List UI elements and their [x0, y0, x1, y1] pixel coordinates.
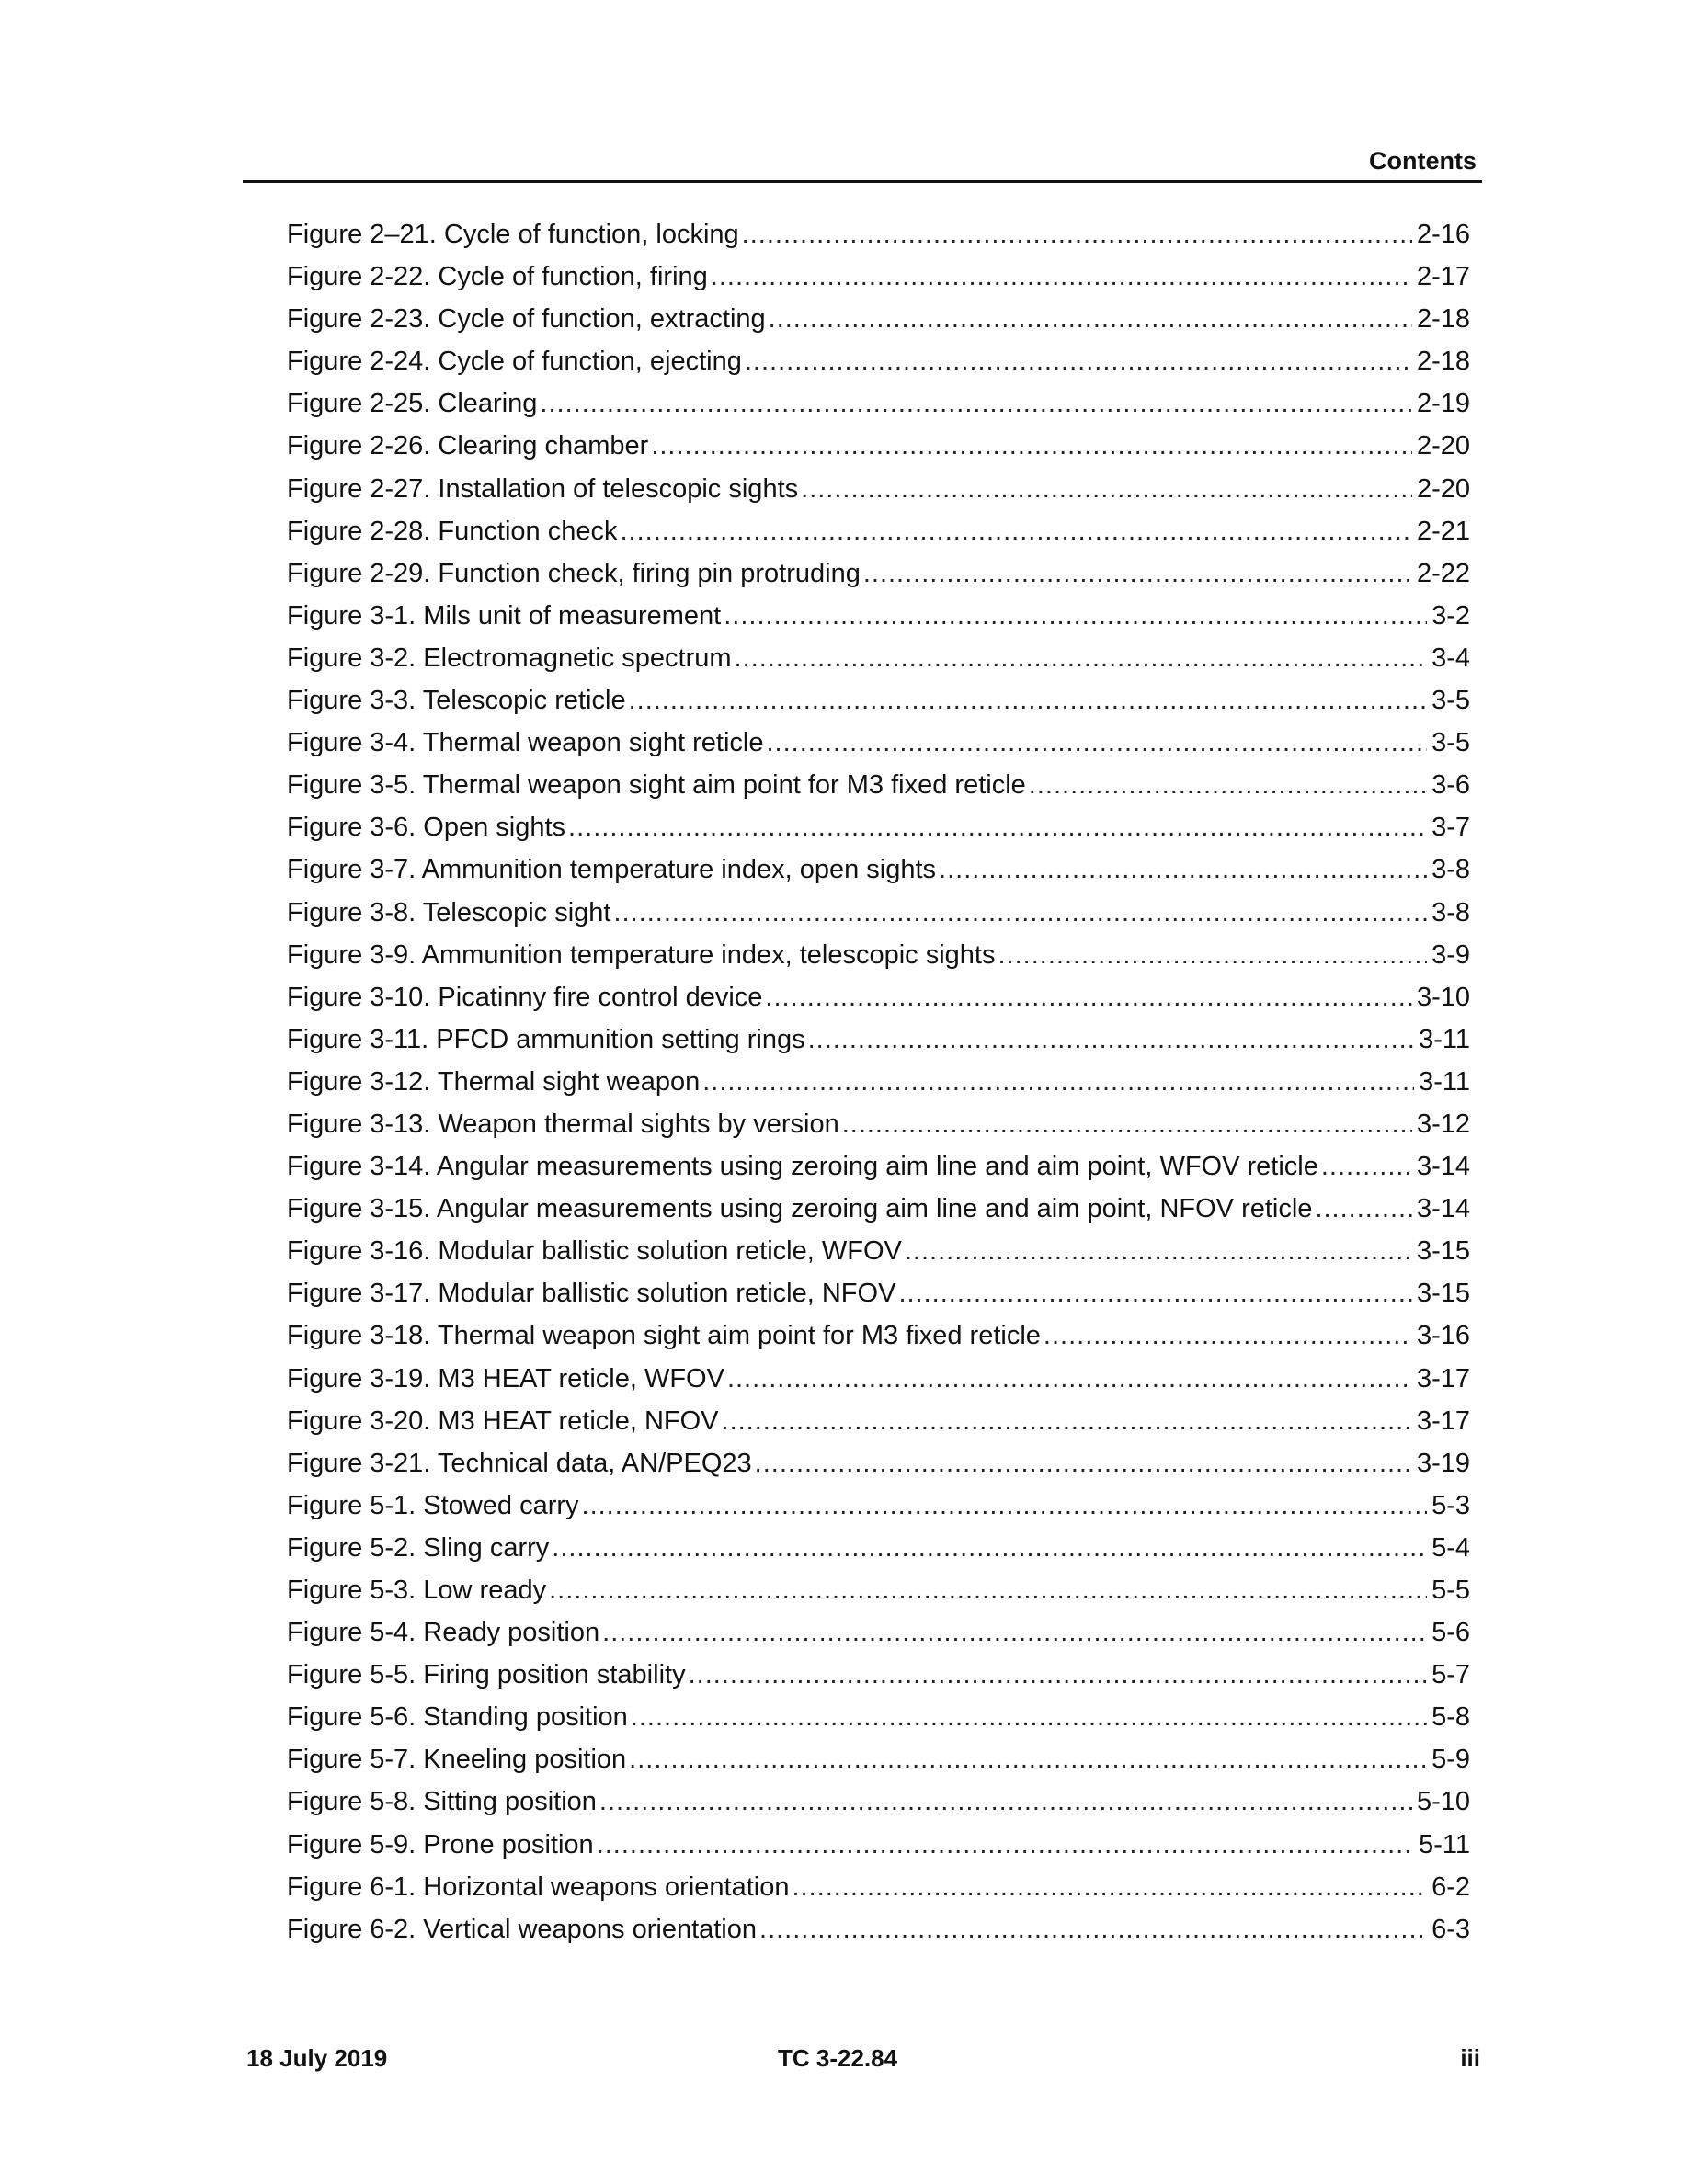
toc-entry-page[interactable]: 3-14 [1416, 1152, 1470, 1182]
toc-dot-leader [629, 679, 1428, 722]
toc-entry[interactable] [287, 1611, 1470, 1654]
toc-entry-page[interactable]: 5-6 [1431, 1618, 1470, 1648]
toc-entry-page[interactable]: 5-7 [1431, 1660, 1470, 1690]
toc-entry-title[interactable]: Figure 6-2. Vertical weapons orientation [287, 1914, 758, 1944]
toc-entry-page[interactable]: 3-16 [1416, 1321, 1470, 1351]
toc-dot-leader [998, 934, 1427, 976]
toc-entry-page[interactable]: 2-22 [1416, 558, 1470, 588]
toc-dot-leader [597, 1824, 1414, 1866]
toc-entry[interactable] [287, 806, 1470, 848]
toc-entry-title[interactable]: Figure 2-27. Installation of telescopic sights [287, 473, 799, 504]
toc-entry-page[interactable]: 5-11 [1419, 1829, 1470, 1860]
toc-dot-leader [1321, 1145, 1412, 1188]
footer-document-id: TC 3-22.84 [778, 2044, 898, 2072]
toc-entry-title[interactable]: Figure 3-14. Angular measurements using zeroing aim line and aim point, WFOV reticle [287, 1152, 1318, 1182]
toc-entry-title[interactable]: Figure 2-28. Function check [287, 516, 618, 546]
toc-entry-title[interactable]: Figure 3-11. PFCD ammunition setting rings [287, 1024, 805, 1054]
toc-entry-title[interactable]: Figure 3-8. Telescopic sight [287, 897, 611, 927]
toc-dot-leader [863, 552, 1412, 595]
toc-entry[interactable] [287, 764, 1470, 806]
toc-entry[interactable] [287, 892, 1470, 934]
toc-entry-page[interactable]: 2-20 [1416, 473, 1470, 504]
toc-dot-leader [842, 1103, 1412, 1145]
toc-entry-page[interactable]: 2-17 [1416, 262, 1470, 292]
toc-entry-title[interactable]: Figure 3-5. Thermal weapon sight aim point for M3 fixed reticle [287, 770, 1026, 801]
page-header [243, 143, 1482, 183]
toc-entry-page[interactable]: 5-3 [1431, 1490, 1470, 1520]
toc-entry[interactable] [287, 976, 1470, 1018]
toc-entry[interactable] [287, 1272, 1470, 1314]
toc-dot-leader [742, 213, 1412, 256]
toc-entry-title[interactable]: Figure 3-15. Angular measurements using zeroing aim line and aim point, NFOV reticle [287, 1194, 1313, 1224]
toc-entry[interactable] [287, 298, 1470, 340]
toc-dot-leader [549, 1569, 1427, 1611]
toc-entry-title[interactable]: Figure 5-3. Low ready [287, 1575, 547, 1605]
toc-entry-page[interactable]: 3-11 [1419, 1066, 1470, 1097]
toc-entry-title[interactable]: Figure 3-19. M3 HEAT reticle, WFOV [287, 1363, 724, 1393]
toc-entry-page[interactable]: 2-18 [1416, 347, 1470, 377]
toc-entry[interactable] [287, 1400, 1470, 1442]
toc-entry-page[interactable]: 3-8 [1431, 897, 1470, 927]
toc-entry-title[interactable]: Figure 2-22. Cycle of function, firing [287, 262, 708, 292]
toc-dot-leader [755, 1442, 1412, 1484]
toc-dot-leader [689, 1654, 1428, 1696]
toc-entry-title[interactable]: Figure 5-5. Firing position stability [287, 1660, 686, 1690]
toc-entry-page[interactable]: 2-20 [1416, 431, 1470, 461]
toc-dot-leader [939, 848, 1427, 891]
toc-entry[interactable] [287, 1061, 1470, 1103]
toc-dot-leader [552, 1527, 1427, 1569]
toc-entry[interactable] [287, 1569, 1470, 1611]
toc-entry-page[interactable]: 3-14 [1416, 1194, 1470, 1224]
toc-entry[interactable] [287, 425, 1470, 467]
toc-entry-page[interactable]: 3-15 [1416, 1236, 1470, 1267]
toc-entry-title[interactable]: Figure 5-4. Ready position [287, 1618, 600, 1648]
table-of-figures [287, 213, 1470, 1951]
toc-entry-page[interactable]: 2-18 [1416, 304, 1470, 335]
toc-entry[interactable] [287, 1442, 1470, 1484]
toc-entry-title[interactable]: Figure 3-6. Open sights [287, 813, 566, 843]
toc-entry-title[interactable]: Figure 3-9. Ammunition temperature index, telescopic sights [287, 939, 996, 970]
toc-entry-title[interactable]: Figure 5-1. Stowed carry [287, 1490, 579, 1520]
toc-entry-title[interactable]: Figure 5-2. Sling carry [287, 1532, 550, 1563]
toc-dot-leader [735, 637, 1428, 679]
toc-dot-leader [602, 1611, 1427, 1654]
toc-entry[interactable] [287, 256, 1470, 298]
toc-entry-title[interactable]: Figure 3-13. Weapon thermal sights by version [287, 1109, 839, 1139]
toc-entry-page[interactable]: 5-9 [1431, 1745, 1470, 1775]
toc-entry[interactable] [287, 595, 1470, 637]
toc-entry-title[interactable]: Figure 2-29. Function check, firing pin protruding [287, 558, 861, 588]
toc-entry-page[interactable]: 6-3 [1431, 1914, 1470, 1944]
toc-entry-title[interactable]: Figure 3-2. Electromagnetic spectrum [287, 643, 732, 673]
toc-dot-leader [792, 1866, 1427, 1908]
toc-entry-page[interactable]: 3-17 [1416, 1363, 1470, 1393]
page-header-title: Contents [1369, 147, 1477, 175]
toc-entry[interactable] [287, 1824, 1470, 1866]
toc-dot-leader [722, 1400, 1412, 1442]
footer-date: 18 July 2019 [246, 2044, 388, 2072]
toc-entry[interactable] [287, 1866, 1470, 1908]
toc-entry[interactable] [287, 1527, 1470, 1569]
toc-entry-page[interactable]: 2-19 [1416, 389, 1470, 419]
toc-entry[interactable] [287, 722, 1470, 764]
toc-entry[interactable] [287, 1103, 1470, 1145]
toc-entry[interactable] [287, 510, 1470, 552]
toc-entry[interactable] [287, 1358, 1470, 1400]
toc-entry-page[interactable]: 3-12 [1416, 1109, 1470, 1139]
toc-entry-title[interactable]: Figure 3-16. Modular ballistic solution reticle, WFOV [287, 1236, 902, 1267]
toc-entry-title[interactable]: Figure 5-7. Kneeling position [287, 1745, 627, 1775]
toc-entry-title[interactable]: Figure 3-4. Thermal weapon sight reticle [287, 728, 764, 758]
toc-entry-page[interactable]: 3-5 [1431, 686, 1470, 716]
toc-entry-page[interactable]: 3-9 [1431, 939, 1470, 970]
toc-entry-title[interactable]: Figure 3-20. M3 HEAT reticle, NFOV [287, 1405, 719, 1436]
toc-entry[interactable] [287, 1738, 1470, 1780]
toc-entry-page[interactable]: 3-6 [1431, 770, 1470, 801]
toc-dot-leader [620, 510, 1411, 552]
footer-page-number: iii [1460, 2044, 1480, 2072]
toc-entry[interactable] [287, 340, 1470, 382]
toc-entry[interactable] [287, 213, 1470, 256]
toc-entry[interactable] [287, 382, 1470, 425]
toc-entry[interactable] [287, 1654, 1470, 1696]
toc-entry-page[interactable]: 2-21 [1416, 516, 1470, 546]
toc-entry-title[interactable]: Figure 6-1. Horizontal weapons orientation [287, 1871, 790, 1902]
toc-dot-leader [582, 1484, 1428, 1527]
toc-entry[interactable] [287, 468, 1470, 510]
toc-entry[interactable] [287, 637, 1470, 679]
toc-dot-leader [808, 1018, 1415, 1061]
toc-dot-leader [724, 595, 1427, 637]
toc-dot-leader [1044, 1314, 1412, 1357]
toc-entry-page[interactable]: 5-10 [1416, 1787, 1470, 1817]
toc-entry-page[interactable]: 2-16 [1416, 220, 1470, 249]
toc-entry-title[interactable]: Figure 3-21. Technical data, AN/PEQ23 [287, 1448, 752, 1478]
toc-dot-leader [631, 1696, 1427, 1738]
toc-entry[interactable] [287, 679, 1470, 722]
toc-dot-leader [613, 892, 1427, 934]
toc-dot-leader [1315, 1188, 1412, 1230]
toc-dot-leader [568, 806, 1427, 848]
toc-dot-leader [702, 1061, 1414, 1103]
toc-entry-title[interactable]: Figure 3-3. Telescopic reticle [287, 686, 626, 716]
toc-entry-page[interactable]: 3-15 [1416, 1279, 1470, 1309]
toc-entry-title[interactable]: Figure 5-8. Sitting position [287, 1787, 597, 1817]
toc-entry-title[interactable]: Figure 3-12. Thermal sight weapon [287, 1066, 701, 1097]
toc-entry-title[interactable]: Figure 3-7. Ammunition temperature index, open sights [287, 855, 937, 885]
toc-entry-page[interactable]: 3-19 [1416, 1448, 1470, 1478]
toc-entry-page[interactable]: 5-8 [1431, 1702, 1470, 1733]
toc-dot-leader [765, 976, 1412, 1018]
toc-dot-leader [629, 1738, 1427, 1780]
toc-dot-leader [711, 256, 1412, 298]
toc-entry[interactable] [287, 1188, 1470, 1230]
toc-entry-page[interactable]: 3-2 [1431, 600, 1470, 631]
toc-dot-leader [651, 425, 1412, 467]
toc-dot-leader [727, 1358, 1412, 1400]
toc-entry[interactable] [287, 848, 1470, 891]
toc-entry-title[interactable]: Figure 3-1. Mils unit of measurement [287, 600, 722, 631]
toc-entry-page[interactable]: 3-17 [1416, 1405, 1470, 1436]
toc-entry-title[interactable]: Figure 2-26. Clearing chamber [287, 431, 649, 461]
toc-entry[interactable] [287, 552, 1470, 595]
toc-entry-page[interactable]: 3-8 [1431, 855, 1470, 885]
toc-entry-page[interactable]: 5-4 [1431, 1532, 1470, 1563]
toc-entry[interactable] [287, 1908, 1470, 1951]
toc-entry-page[interactable]: 3-10 [1416, 982, 1470, 1012]
toc-entry-title[interactable]: Figure 2-25. Clearing [287, 389, 538, 419]
toc-dot-leader [767, 722, 1428, 764]
toc-entry[interactable] [287, 1145, 1470, 1188]
toc-entry-title[interactable]: Figure 5-9. Prone position [287, 1829, 594, 1860]
toc-entry-page[interactable]: 3-4 [1431, 643, 1470, 673]
toc-entry-title[interactable]: Figure 3-10. Picatinny fire control device [287, 982, 763, 1012]
toc-dot-leader [759, 1908, 1427, 1951]
toc-entry[interactable] [287, 1484, 1470, 1527]
toc-entry-title[interactable]: Figure 2-24. Cycle of function, ejecting [287, 347, 742, 377]
toc-entry-title[interactable]: Figure 2–21. Cycle of function, locking [287, 220, 739, 249]
toc-entry[interactable] [287, 1018, 1470, 1061]
toc-dot-leader [540, 382, 1412, 425]
toc-entry-page[interactable]: 3-7 [1431, 813, 1470, 843]
toc-entry-page[interactable]: 3-5 [1431, 728, 1470, 758]
toc-entry[interactable] [287, 1314, 1470, 1357]
toc-entry-title[interactable]: Figure 3-17. Modular ballistic solution reticle, NFOV [287, 1279, 896, 1309]
toc-dot-leader [599, 1780, 1412, 1823]
toc-dot-leader [905, 1230, 1412, 1272]
toc-entry-page[interactable]: 3-11 [1419, 1024, 1470, 1054]
toc-entry[interactable] [287, 934, 1470, 976]
toc-entry-title[interactable]: Figure 5-6. Standing position [287, 1702, 628, 1733]
toc-entry[interactable] [287, 1780, 1470, 1823]
toc-entry-page[interactable]: 5-5 [1431, 1575, 1470, 1605]
toc-dot-leader [1029, 764, 1427, 806]
toc-entry-page[interactable]: 6-2 [1431, 1871, 1470, 1902]
toc-dot-leader [898, 1272, 1412, 1314]
toc-entry[interactable] [287, 1696, 1470, 1738]
toc-entry-title[interactable]: Figure 3-18. Thermal weapon sight aim point for M3 fixed reticle [287, 1321, 1041, 1351]
toc-dot-leader [769, 298, 1412, 340]
toc-dot-leader [745, 340, 1412, 382]
toc-dot-leader [801, 468, 1412, 510]
toc-entry-title[interactable]: Figure 2-23. Cycle of function, extracting [287, 304, 766, 335]
toc-entry[interactable] [287, 1230, 1470, 1272]
